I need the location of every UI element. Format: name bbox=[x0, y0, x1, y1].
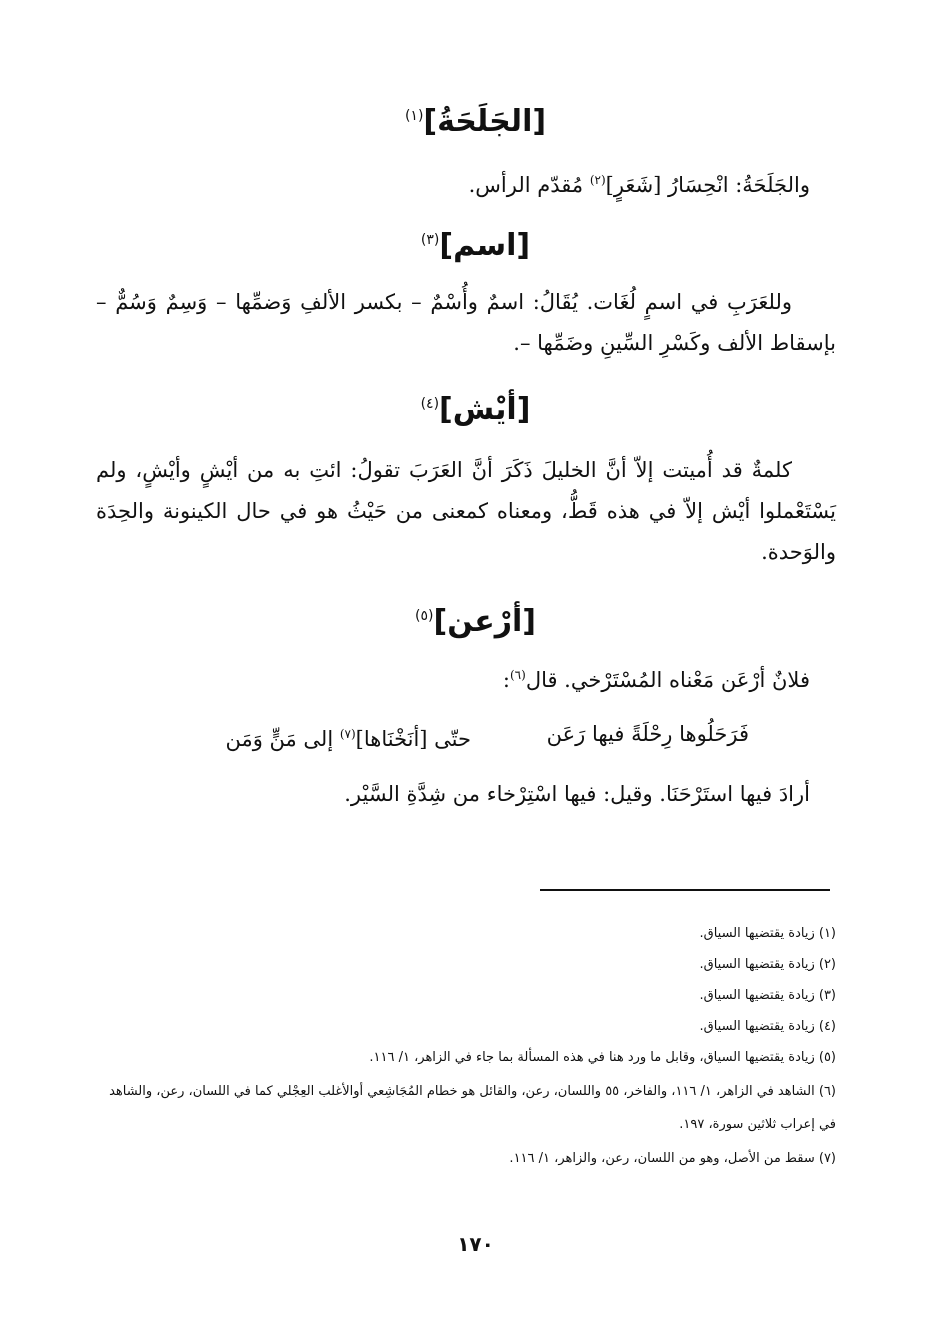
paragraph-text: : bbox=[502, 668, 510, 692]
paragraph-text: فلانٌ أرْعَن مَعْناه المُسْتَرْخي. قال bbox=[525, 668, 810, 692]
entry-paragraph-aysh: كلمةٌ قد أُميتت إلاّ أنَّ الخليلَ ذَكَرَ أنَّ العَرَبَ تقولُ: ائتِ به من أيْشٍ وأيْشٍ، ولم يَسْتَعْملوا أيْش إلاّ في هذه قَطُّ، ومعناه كمعنى من حَيْثُ هو في حال الكينونة والحِدَة والوَحدة. bbox=[96, 458, 836, 564]
footnote-ref: (٧) bbox=[339, 727, 356, 741]
page-number: ١٧٠ bbox=[457, 1232, 494, 1256]
paragraph-text: مُقدّم الرأس. bbox=[468, 173, 590, 197]
heading-text: [أرْعن] bbox=[433, 604, 536, 639]
footnote-ref: (٤) bbox=[420, 396, 440, 412]
verse-first-half: فَرَحَلُوها رِحْلَةً فيها رَعَن bbox=[546, 722, 749, 746]
entry-heading-aran bbox=[0, 596, 951, 642]
verse-line bbox=[0, 714, 951, 754]
footnote-ref: (٥) bbox=[415, 608, 434, 624]
entry-paragraph-jalaha bbox=[250, 160, 810, 206]
footnote-ref: (٦) bbox=[509, 668, 526, 682]
footnote-separator bbox=[540, 889, 830, 891]
entry-paragraph-aran bbox=[330, 655, 810, 701]
verse-second-half bbox=[225, 714, 471, 759]
heading-text: [أيْش] bbox=[439, 392, 531, 427]
heading-text: [اسم] bbox=[439, 228, 531, 263]
entry-heading-ism bbox=[0, 220, 951, 266]
footnote-2: (٢) زيادة يقتضيها السياق. bbox=[699, 957, 836, 972]
footnote-ref: (٣) bbox=[420, 232, 440, 248]
verse-commentary: أرادَ فيها استَرْحَنَا. وقيل: فيها اسْتِرْخاء من شِدَّةِ السَّيْر. bbox=[344, 782, 810, 806]
verse-text: حتّى [أنَخْنَاها] bbox=[355, 727, 471, 751]
footnote-ref: (٢) bbox=[589, 173, 606, 187]
footnote-5: (٥) زيادة يقتضيها السياق، وقابل ما ورد هنا في هذه المسألة بما جاء في الزاهر، ١/ ١١٦. bbox=[369, 1050, 836, 1065]
footnote-7: (٧) سقط من الأصل، وهو من اللسان، رعن، والزاهر، ١/ ١١٦. bbox=[509, 1151, 836, 1166]
footnote-4: (٤) زيادة يقتضيها السياق. bbox=[699, 1019, 836, 1034]
footnote-ref: (١) bbox=[404, 108, 424, 124]
paragraph-text: والجَلَحَةُ: انْحِسَارُ [شَعَرٍ] bbox=[605, 173, 810, 197]
footnote-1: (١) زيادة يقتضيها السياق. bbox=[699, 926, 836, 941]
heading-text: [الجَلَحَةُ] bbox=[423, 104, 547, 139]
footnote-6: (٦) الشاهد في الزاهر، ١/ ١١٦، والفاخر، ٥٥ واللسان، رعن، والقائل هو خطام المُجَاشِعي أوالأغلب العِجْلي كما في اللسان، رعن، والشاهد في إعراب ثلاثين سورة، ١٩٧. bbox=[109, 1084, 836, 1132]
footnote-3: (٣) زيادة يقتضيها السياق. bbox=[699, 988, 836, 1003]
entry-heading-aysh bbox=[0, 384, 951, 430]
entry-paragraph-ism: وللعَرَبِ في اسمٍ لُغَات. يُقَالُ: اسمٌ وأُسْمٌ – بكسر الألفِ وَضمِّها – وَسِمٌ وَسُمٌّ – بإسقاط الألف وكَسْرِ السِّينِ وضَمِّها –. bbox=[96, 290, 836, 355]
verse-text: إلى مَنٍّ وَمَن bbox=[225, 727, 340, 751]
entry-heading-jalaha bbox=[0, 96, 951, 142]
footnotes bbox=[96, 920, 836, 1176]
